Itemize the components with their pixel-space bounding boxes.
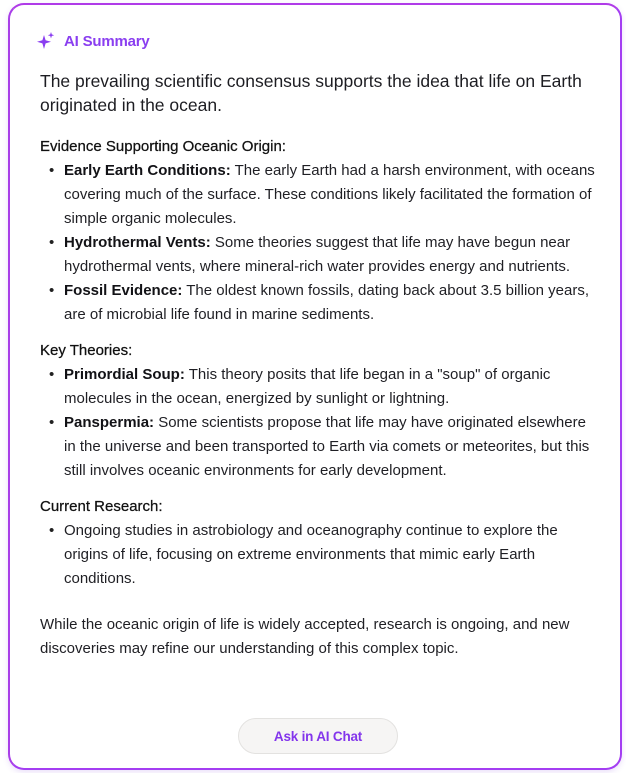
summary-closing: While the oceanic origin of life is widely accepted, research is ongoing, and new discoveries may refine our understanding of this complex topic.	[40, 616, 570, 657]
summary-lead: The prevailing scientific consensus supports the idea that life on Earth originated in the ocean.	[40, 71, 582, 115]
list-item: • Fossil Evidence: The oldest known fossils, dating back about 3.5 billion years, are of microbial life found in marine sediments.	[64, 279, 600, 327]
section-theories	[40, 339, 600, 483]
summary-content	[40, 135, 600, 661]
section-title: Current Research:	[40, 498, 163, 515]
ask-in-ai-chat-button[interactable]: Ask in AI Chat	[238, 718, 398, 754]
list-item: • Primordial Soup: This theory posits that life began in a "soup" of organic molecules in the ocean, energized by sunlight or lightning.	[64, 363, 600, 411]
summary-title: AI Summary	[64, 32, 150, 50]
section-research	[40, 495, 600, 591]
list-item: • Hydrothermal Vents: Some theories suggest that life may have begun near hydrothermal vents, where mineral-rich water provides energy and nutrients.	[64, 231, 600, 279]
list-item: • Early Earth Conditions: The early Earth had a harsh environment, with oceans covering much of the surface. These conditions likely facilitated the formation of simple organic molecules.	[64, 159, 600, 231]
section-title: Key Theories:	[40, 342, 133, 359]
ai-summary-card	[8, 3, 622, 770]
summary-header	[36, 31, 150, 51]
sparkle-icon	[36, 31, 56, 51]
list-item: • Panspermia: Some scientists propose that life may have originated elsewhere in the universe and been transported to Earth via comets or meteorites, but this still involves oceanic environments for early development.	[64, 411, 600, 483]
list-item: • Ongoing studies in astrobiology and oceanography continue to explore the origins of life, focusing on extreme environments that mimic early Earth conditions.	[64, 519, 600, 591]
section-evidence	[40, 135, 600, 327]
section-title: Evidence Supporting Oceanic Origin:	[40, 138, 286, 155]
